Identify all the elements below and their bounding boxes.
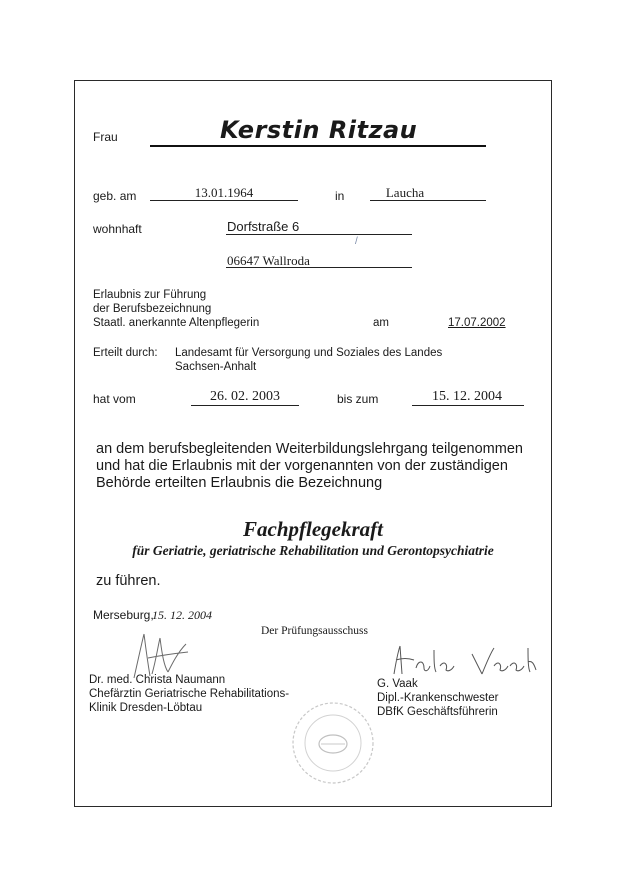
course-from-underline [191, 405, 299, 406]
postal-city-underline [226, 267, 412, 268]
issued-by-label: Erteilt durch: [93, 347, 158, 359]
name-underline [150, 145, 486, 147]
signing-date: 15. 12. 2004 [152, 608, 212, 622]
course-to-label: bis zum [337, 392, 379, 406]
right-signatory-role2: DBfK Geschäftsführerin [377, 706, 498, 718]
profession: Staatl. anerkannte Altenpflegerin [93, 317, 260, 329]
birth-place: Laucha [385, 185, 425, 200]
birth-date: 13.01.1964 [194, 185, 254, 200]
official-stamp [290, 700, 376, 786]
right-signatory-name: G. Vaak [377, 678, 418, 690]
issued-by-line1: Landesamt für Versorgung und Soziales des Landes [175, 347, 443, 359]
permit-label-line1: Erlaubnis zur Führung [93, 289, 207, 301]
salutation-label: Frau [93, 130, 118, 144]
course-from-label: hat vom [93, 392, 136, 406]
birth-place-underline [370, 200, 486, 201]
permit-label-line2: der Berufsbezeichnung [93, 303, 212, 315]
street-underline [226, 234, 412, 235]
left-signatory-role2: Klinik Dresden-Löbtau [89, 702, 203, 714]
issued-by-line2: Sachsen-Anhalt [175, 361, 257, 373]
course-to-date: 15. 12. 2004 [432, 389, 502, 404]
certificate-title: Fachpflegekraft [243, 517, 383, 541]
course-from-date: 26. 02. 2003 [210, 389, 280, 404]
left-signatory-name: Dr. med. Christa Naumann [89, 674, 226, 686]
committee-label: Der Prüfungsausschuss [261, 625, 369, 637]
residence-label: wohnhaft [93, 222, 142, 236]
permit-date: 17.07.2002 [448, 317, 506, 329]
signing-place: Merseburg, [93, 608, 154, 622]
pen-mark: / [355, 236, 358, 247]
statement-line1: an dem berufsbegleitenden Weiterbildungslehrgang teilgenommen [96, 441, 523, 457]
permit-date-label: am [373, 317, 389, 329]
in-label: in [335, 189, 345, 203]
signature-right [388, 640, 538, 680]
right-signatory-role1: Dipl.-Krankenschwester [377, 692, 499, 704]
statement-line3: Behörde erteilten Erlaubnis die Bezeichnung [96, 475, 383, 491]
street: Dorfstraße 6 [227, 219, 300, 234]
certificate-closing: zu führen. [96, 573, 161, 589]
birth-label: geb. am [93, 189, 137, 203]
postal-city: 06647 Wallroda [227, 253, 310, 268]
statement-line2: und hat die Erlaubnis mit der vorgenannten von der zuständigen [96, 458, 508, 474]
course-to-underline [412, 405, 524, 406]
birth-date-underline [150, 200, 298, 201]
person-name: Kerstin Ritzau [220, 116, 418, 144]
left-signatory-role1: Chefärztin Geriatrische Rehabilitations- [89, 688, 290, 700]
certificate-subtitle: für Geriatrie, geriatrische Rehabilitation und Gerontopsychiatrie [132, 543, 494, 558]
